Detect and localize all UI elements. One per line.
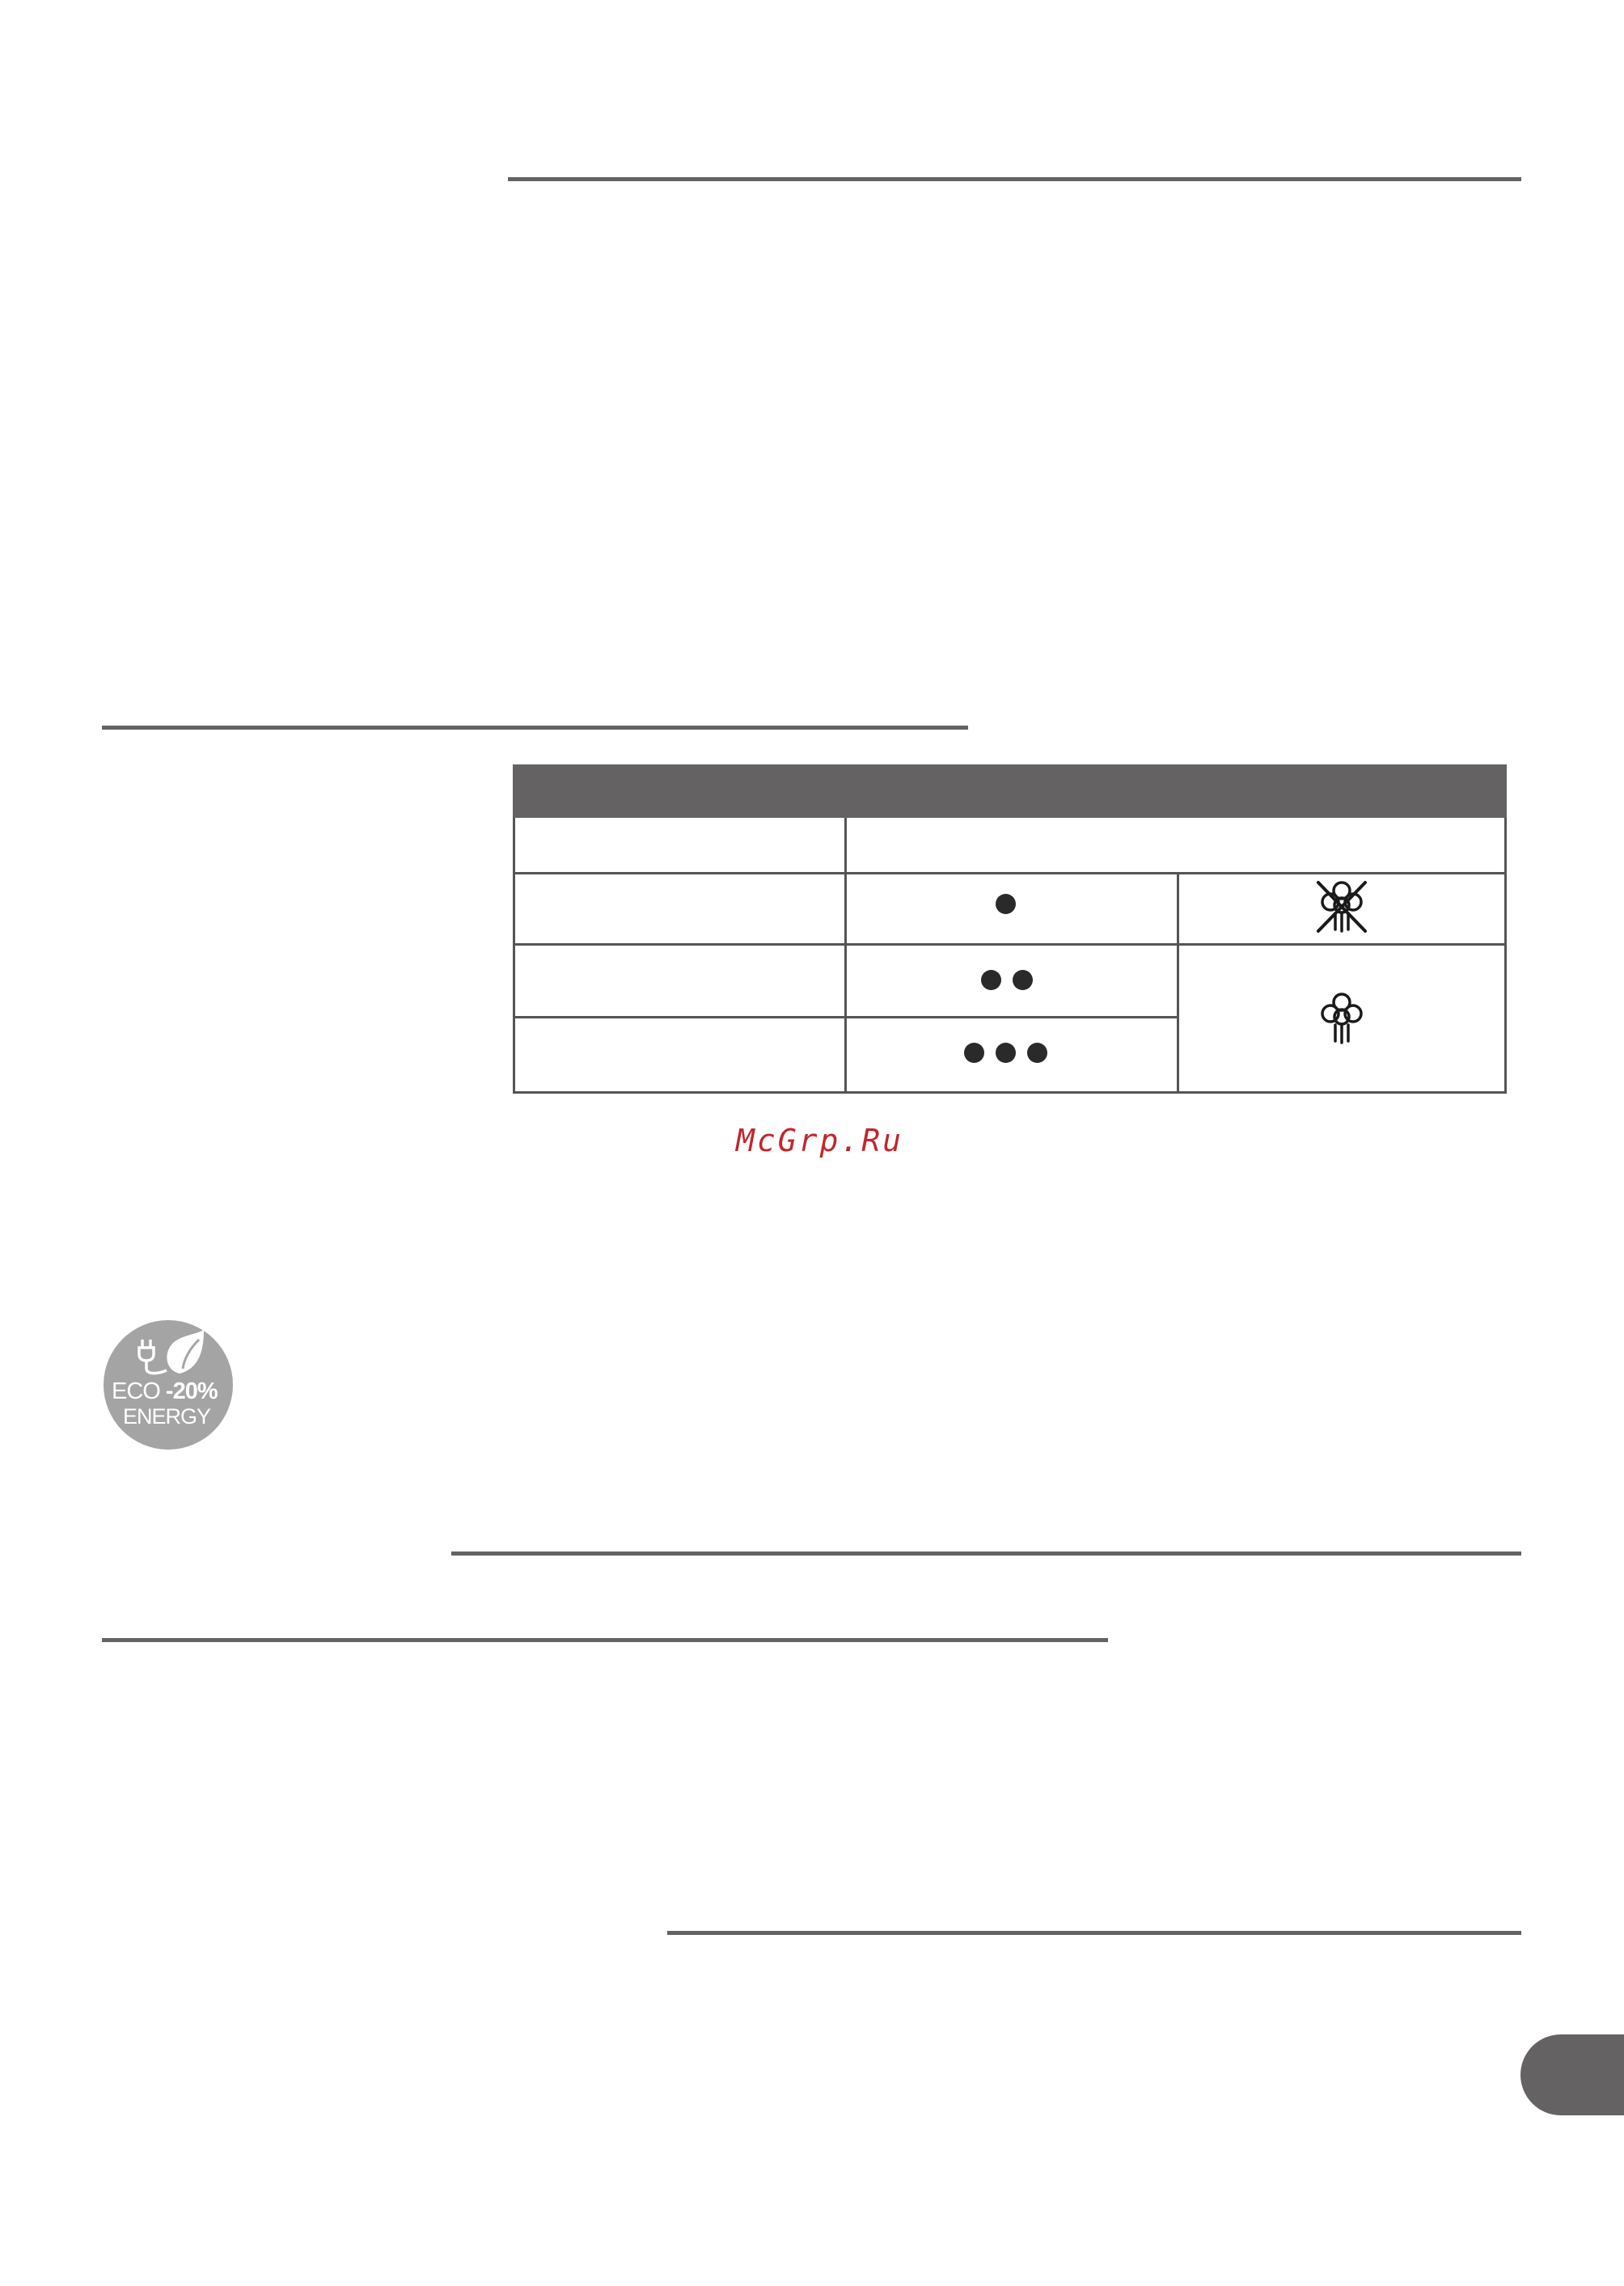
no-steam-icon xyxy=(1313,878,1370,936)
section-rule-2 xyxy=(102,726,968,730)
indicator-dot xyxy=(1027,1043,1047,1063)
section-rule-1 xyxy=(508,177,1521,181)
indicator-dot xyxy=(996,1043,1016,1063)
table-header xyxy=(513,764,1507,818)
eco-label: ECO -20% xyxy=(112,1378,218,1404)
settings-table xyxy=(513,764,1507,1094)
indicator-dot xyxy=(964,1043,984,1063)
page-number-tab xyxy=(1520,2034,1624,2115)
section-rule-5 xyxy=(667,1931,1521,1935)
leaf-plug-icon xyxy=(134,1328,207,1378)
eco-energy-badge xyxy=(104,1320,233,1450)
steam-icon xyxy=(1316,991,1368,1048)
watermark: McGrp.Ru xyxy=(736,1123,904,1158)
section-rule-3 xyxy=(451,1552,1521,1556)
section-rule-4 xyxy=(102,1638,1108,1642)
indicator-dots-1 xyxy=(996,894,1016,914)
indicator-dot xyxy=(996,894,1016,914)
indicator-dot xyxy=(981,970,1001,990)
indicator-dot xyxy=(1013,970,1033,990)
indicator-dots-3 xyxy=(964,1043,1047,1063)
eco-energy-label: ENERGY xyxy=(123,1404,211,1429)
indicator-dots-2 xyxy=(981,970,1033,990)
